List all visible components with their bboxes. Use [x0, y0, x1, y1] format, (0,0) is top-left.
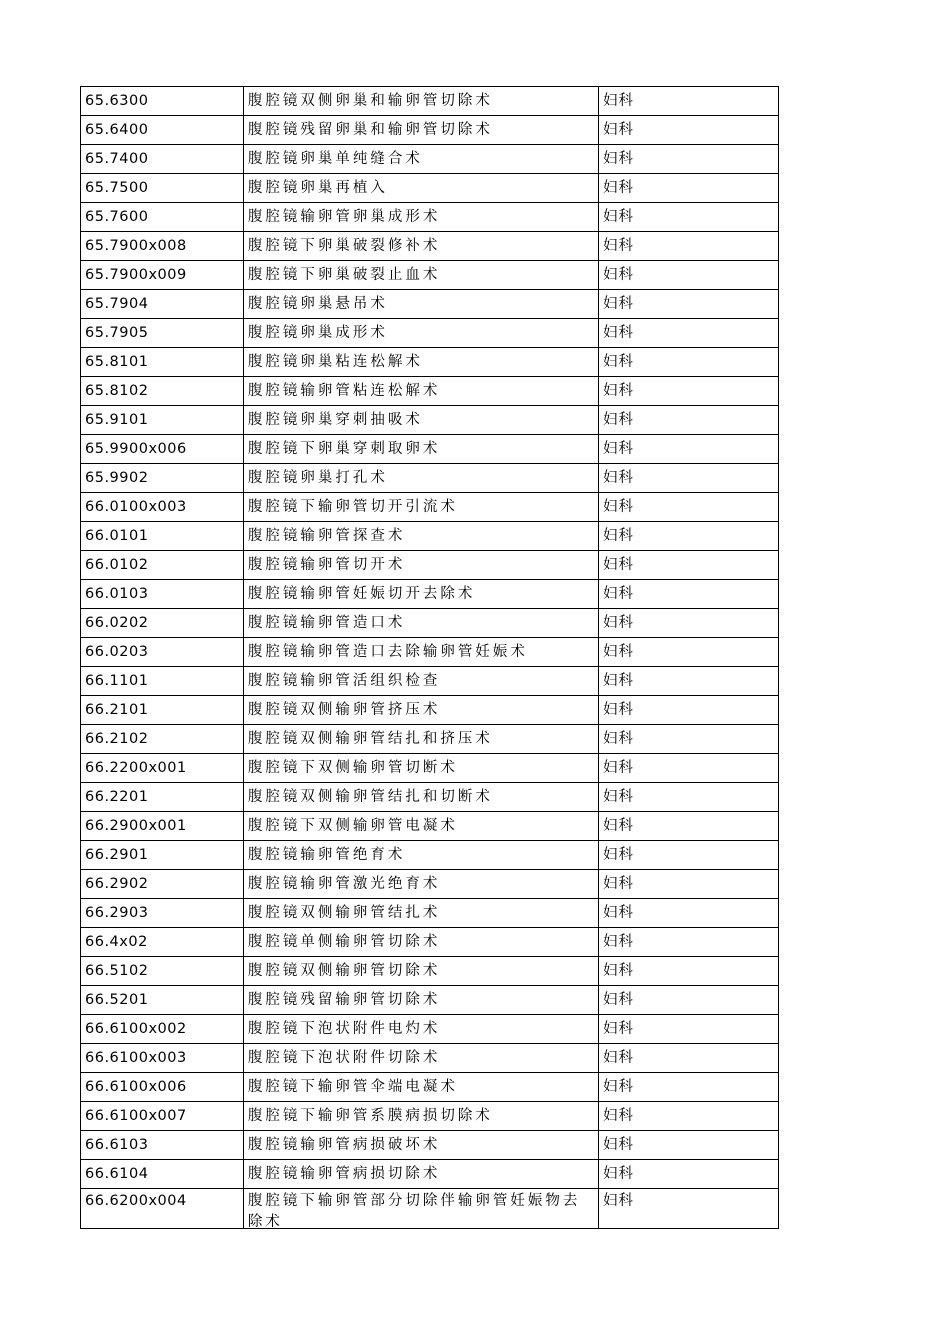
- department-cell[interactable]: 妇科: [598, 638, 778, 667]
- department-cell[interactable]: 妇科: [598, 261, 778, 290]
- procedure-name-cell[interactable]: 腹腔镜残留卵巢和输卵管切除术: [243, 116, 598, 145]
- table-row: [81, 174, 779, 203]
- procedure-code-cell[interactable]: 65.8102: [81, 377, 244, 406]
- procedure-name-cell[interactable]: 腹腔镜卵巢打孔术: [243, 464, 598, 493]
- department-cell[interactable]: 妇科: [598, 783, 778, 812]
- table-row: [81, 464, 779, 493]
- table-row: [81, 493, 779, 522]
- procedure-name-cell[interactable]: 腹腔镜输卵管妊娠切开去除术: [243, 580, 598, 609]
- procedure-code-cell[interactable]: 65.7900x009: [81, 261, 244, 290]
- procedure-code-cell[interactable]: 65.7904: [81, 290, 244, 319]
- procedure-table: [80, 86, 779, 1229]
- procedure-code-cell[interactable]: 66.5102: [81, 957, 244, 986]
- table-row: [81, 1189, 779, 1229]
- procedure-code-cell[interactable]: 66.6200x004: [81, 1189, 244, 1229]
- procedure-name-cell[interactable]: 腹腔镜输卵管激光绝育术: [243, 870, 598, 899]
- department-cell[interactable]: 妇科: [598, 464, 778, 493]
- department-cell[interactable]: 妇科: [598, 319, 778, 348]
- department-cell[interactable]: 妇科: [598, 116, 778, 145]
- procedure-name-cell[interactable]: 腹腔镜输卵管切开术: [243, 551, 598, 580]
- table-row: [81, 551, 779, 580]
- procedure-code-cell[interactable]: 65.6300: [81, 87, 244, 116]
- department-cell[interactable]: 妇科: [598, 957, 778, 986]
- procedure-name-cell[interactable]: [243, 1189, 598, 1229]
- table-row: [81, 812, 779, 841]
- table-row: [81, 145, 779, 174]
- procedure-code-cell[interactable]: 66.4x02: [81, 928, 244, 957]
- procedure-code-cell[interactable]: 66.5201: [81, 986, 244, 1015]
- procedure-code-cell[interactable]: 66.2901: [81, 841, 244, 870]
- procedure-name-cell[interactable]: 腹腔镜下卵巢穿刺取卵术: [243, 435, 598, 464]
- procedure-code-cell[interactable]: 66.2101: [81, 696, 244, 725]
- table-row: [81, 87, 779, 116]
- table-row: [81, 261, 779, 290]
- department-cell[interactable]: 妇科: [598, 203, 778, 232]
- department-cell[interactable]: 妇科: [598, 841, 778, 870]
- procedure-name-cell[interactable]: 腹腔镜下输卵管系膜病损切除术: [243, 1102, 598, 1131]
- procedure-name-cell[interactable]: 腹腔镜下双侧输卵管电凝术: [243, 812, 598, 841]
- table-row: [81, 928, 779, 957]
- table-row: [81, 522, 779, 551]
- procedure-code-cell[interactable]: 66.2903: [81, 899, 244, 928]
- department-cell[interactable]: 妇科: [598, 754, 778, 783]
- procedure-code-cell[interactable]: 66.2902: [81, 870, 244, 899]
- procedure-name-cell[interactable]: 腹腔镜输卵管探查术: [243, 522, 598, 551]
- procedure-code-cell[interactable]: 66.6104: [81, 1160, 244, 1189]
- procedure-code-cell[interactable]: 66.0202: [81, 609, 244, 638]
- procedure-name-cell[interactable]: 腹腔镜卵巢粘连松解术: [243, 348, 598, 377]
- table-row: [81, 580, 779, 609]
- table-row: [81, 783, 779, 812]
- procedure-name-cell[interactable]: 腹腔镜下卵巢破裂止血术: [243, 261, 598, 290]
- table-row: [81, 377, 779, 406]
- procedure-code-cell[interactable]: 65.7400: [81, 145, 244, 174]
- table-row: [81, 435, 779, 464]
- procedure-code-cell[interactable]: 66.2102: [81, 725, 244, 754]
- procedure-name-cell[interactable]: 腹腔镜下泡状附件切除术: [243, 1044, 598, 1073]
- table-row: [81, 870, 779, 899]
- department-cell[interactable]: 妇科: [598, 551, 778, 580]
- table-body: [81, 87, 779, 1229]
- department-cell[interactable]: 妇科: [598, 696, 778, 725]
- procedure-code-cell[interactable]: 65.9101: [81, 406, 244, 435]
- table-row: [81, 116, 779, 145]
- procedure-name-cell[interactable]: 腹腔镜双侧输卵管结扎术: [243, 899, 598, 928]
- procedure-name-cell[interactable]: 腹腔镜卵巢穿刺抽吸术: [243, 406, 598, 435]
- procedure-name-cell[interactable]: 腹腔镜卵巢再植入: [243, 174, 598, 203]
- table-row: [81, 319, 779, 348]
- procedure-name-line-1: 腹腔镜下输卵管部分切除伴输卵管妊娠物去: [247, 1193, 581, 1209]
- department-cell[interactable]: 妇科: [598, 812, 778, 841]
- procedure-name-cell[interactable]: 腹腔镜输卵管卵巢成形术: [243, 203, 598, 232]
- procedure-code-cell[interactable]: 65.7500: [81, 174, 244, 203]
- procedure-code-cell[interactable]: 65.9900x006: [81, 435, 244, 464]
- procedure-code-cell[interactable]: 65.6400: [81, 116, 244, 145]
- table-row: [81, 1102, 779, 1131]
- department-cell[interactable]: 妇科: [598, 522, 778, 551]
- procedure-code-cell[interactable]: 66.2201: [81, 783, 244, 812]
- procedure-code-cell[interactable]: 66.0100x003: [81, 493, 244, 522]
- table-row: [81, 1015, 779, 1044]
- department-cell[interactable]: 妇科: [598, 725, 778, 754]
- procedure-name-cell[interactable]: 腹腔镜下双侧输卵管切断术: [243, 754, 598, 783]
- procedure-name-cell[interactable]: 腹腔镜输卵管病损切除术: [243, 1160, 598, 1189]
- procedure-code-cell[interactable]: 66.6100x002: [81, 1015, 244, 1044]
- department-cell[interactable]: 妇科: [598, 232, 778, 261]
- procedure-name-cell[interactable]: 腹腔镜输卵管病损破坏术: [243, 1131, 598, 1160]
- procedure-name-cell[interactable]: 腹腔镜下输卵管切开引流术: [243, 493, 598, 522]
- procedure-code-cell[interactable]: 65.7905: [81, 319, 244, 348]
- procedure-name-cell[interactable]: 腹腔镜下输卵管伞端电凝术: [243, 1073, 598, 1102]
- table-row: [81, 1044, 779, 1073]
- table-row: [81, 638, 779, 667]
- procedure-code-cell[interactable]: 66.0103: [81, 580, 244, 609]
- table-row: [81, 841, 779, 870]
- table-row: [81, 1073, 779, 1102]
- table-row: [81, 957, 779, 986]
- table-row: [81, 754, 779, 783]
- table-row: [81, 232, 779, 261]
- table-row: [81, 1160, 779, 1189]
- department-cell[interactable]: 妇科: [598, 1044, 778, 1073]
- procedure-code-cell[interactable]: 65.7900x008: [81, 232, 244, 261]
- procedure-code-cell[interactable]: 66.2900x001: [81, 812, 244, 841]
- department-cell[interactable]: 妇科: [598, 928, 778, 957]
- procedure-name-cell[interactable]: 腹腔镜双侧输卵管挤压术: [243, 696, 598, 725]
- department-cell[interactable]: 妇科: [598, 1102, 778, 1131]
- department-cell[interactable]: 妇科: [598, 87, 778, 116]
- department-cell[interactable]: 妇科: [598, 870, 778, 899]
- table-row: [81, 667, 779, 696]
- department-cell[interactable]: 妇科: [598, 493, 778, 522]
- procedure-code-cell[interactable]: 66.6100x006: [81, 1073, 244, 1102]
- procedure-code-cell[interactable]: 66.1101: [81, 667, 244, 696]
- department-cell[interactable]: 妇科: [598, 145, 778, 174]
- procedure-name-cell[interactable]: 腹腔镜双侧输卵管切除术: [243, 957, 598, 986]
- department-cell[interactable]: 妇科: [598, 667, 778, 696]
- table-row: [81, 290, 779, 319]
- table-row: [81, 348, 779, 377]
- procedure-name-cell[interactable]: 腹腔镜下卵巢破裂修补术: [243, 232, 598, 261]
- procedure-code-cell[interactable]: 66.0102: [81, 551, 244, 580]
- procedure-name-cell[interactable]: 腹腔镜双侧输卵管结扎和切断术: [243, 783, 598, 812]
- department-cell[interactable]: 妇科: [598, 986, 778, 1015]
- procedure-code-cell[interactable]: 66.0203: [81, 638, 244, 667]
- department-cell[interactable]: 妇科: [598, 609, 778, 638]
- table-row: [81, 899, 779, 928]
- department-cell[interactable]: 妇科: [598, 406, 778, 435]
- department-cell[interactable]: 妇科: [598, 899, 778, 928]
- procedure-name-cell[interactable]: 腹腔镜残留输卵管切除术: [243, 986, 598, 1015]
- procedure-name-cell[interactable]: 腹腔镜卵巢成形术: [243, 319, 598, 348]
- table-row: [81, 696, 779, 725]
- department-cell[interactable]: 妇科: [598, 1160, 778, 1189]
- department-cell[interactable]: 妇科: [598, 435, 778, 464]
- department-cell[interactable]: 妇科: [598, 1131, 778, 1160]
- department-cell[interactable]: 妇科: [598, 174, 778, 203]
- procedure-code-cell[interactable]: 66.6100x007: [81, 1102, 244, 1131]
- table-row: [81, 725, 779, 754]
- procedure-name-cell[interactable]: 腹腔镜输卵管造口去除输卵管妊娠术: [243, 638, 598, 667]
- procedure-name-cell[interactable]: 腹腔镜输卵管造口术: [243, 609, 598, 638]
- procedure-code-cell[interactable]: 66.2200x001: [81, 754, 244, 783]
- procedure-name-cell[interactable]: 腹腔镜双侧输卵管结扎和挤压术: [243, 725, 598, 754]
- department-cell[interactable]: 妇科: [598, 1073, 778, 1102]
- procedure-name-cell[interactable]: 腹腔镜卵巢单纯缝合术: [243, 145, 598, 174]
- table-row: [81, 203, 779, 232]
- department-cell[interactable]: 妇科: [598, 377, 778, 406]
- procedure-code-cell[interactable]: 65.9902: [81, 464, 244, 493]
- department-cell[interactable]: 妇科: [598, 1189, 778, 1229]
- procedure-name-line-2: 除术: [247, 1214, 283, 1230]
- table-row: [81, 986, 779, 1015]
- procedure-name-cell[interactable]: 腹腔镜卵巢悬吊术: [243, 290, 598, 319]
- procedure-name-cell[interactable]: 腹腔镜输卵管粘连松解术: [243, 377, 598, 406]
- department-cell[interactable]: 妇科: [598, 1015, 778, 1044]
- procedure-name-cell[interactable]: 腹腔镜单侧输卵管切除术: [243, 928, 598, 957]
- procedure-name-cell[interactable]: 腹腔镜输卵管绝育术: [243, 841, 598, 870]
- department-cell[interactable]: 妇科: [598, 580, 778, 609]
- procedure-code-cell[interactable]: 65.7600: [81, 203, 244, 232]
- procedure-name-cell[interactable]: 腹腔镜输卵管活组织检查: [243, 667, 598, 696]
- procedure-code-cell[interactable]: 66.6103: [81, 1131, 244, 1160]
- procedure-code-cell[interactable]: 66.6100x003: [81, 1044, 244, 1073]
- procedure-name-cell[interactable]: 腹腔镜下泡状附件电灼术: [243, 1015, 598, 1044]
- department-cell[interactable]: 妇科: [598, 290, 778, 319]
- table-row: [81, 1131, 779, 1160]
- procedure-code-cell[interactable]: 66.0101: [81, 522, 244, 551]
- table-row: [81, 406, 779, 435]
- table-row: [81, 609, 779, 638]
- department-cell[interactable]: 妇科: [598, 348, 778, 377]
- procedure-name-cell[interactable]: 腹腔镜双侧卵巢和输卵管切除术: [243, 87, 598, 116]
- procedure-code-cell[interactable]: 65.8101: [81, 348, 244, 377]
